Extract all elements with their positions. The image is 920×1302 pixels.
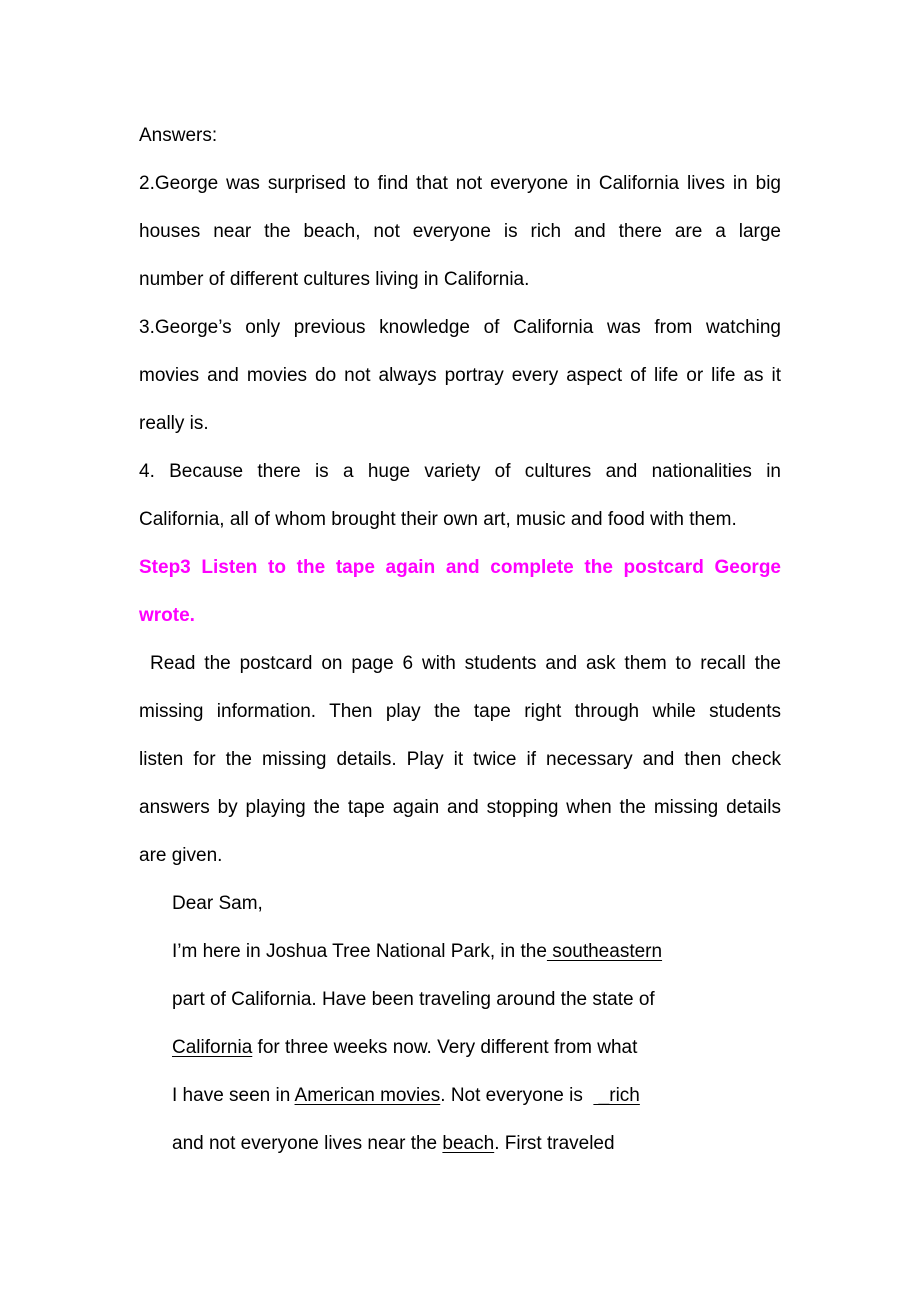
answer-blank-american-movies: American movies: [294, 1085, 441, 1106]
step3-heading-line-2: wrote.: [139, 605, 195, 626]
answer-2-line-1: 2.George was surprised to find that not everyone in California lives in big: [139, 173, 781, 194]
postcard-text: part of California. Have been traveling around the state of: [172, 989, 655, 1010]
postcard-text: . Not everyone is: [440, 1085, 594, 1106]
instructions-line-5: are given.: [139, 845, 223, 866]
postcard-line-4: [139, 1072, 781, 1120]
instructions-line-2: missing information. Then play the tape right through while students: [139, 701, 781, 722]
answer-blank-southeastern: southeastern: [546, 941, 663, 962]
instructions-line-3: listen for the missing details. Play it twice if necessary and then check: [139, 749, 781, 770]
postcard-line-1: [139, 928, 781, 976]
answers-title: Answers:: [139, 125, 218, 146]
postcard-text: for three weeks now. Very different from what: [252, 1037, 638, 1058]
answer-4-line-2: California, all of whom brought their own art, music and food with them.: [139, 509, 737, 530]
postcard-greeting: Dear Sam,: [172, 893, 263, 914]
postcard-text: I’m here in Joshua Tree National Park, in the: [172, 941, 547, 962]
postcard-line-3: [139, 1024, 781, 1072]
step3-heading-line-1: Step3 Listen to the tape again and complete the postcard George: [139, 557, 781, 578]
document-page: [139, 112, 781, 1168]
instructions-line-4: answers by playing the tape again and stopping when the missing details: [139, 797, 781, 818]
postcard-line-5: [139, 1120, 781, 1168]
answer-3-line-2: movies and movies do not always portray every aspect of life or life as it: [139, 365, 781, 386]
postcard-text: . First traveled: [494, 1133, 615, 1154]
answer-2-line-3: number of different cultures living in California.: [139, 269, 530, 290]
answer-3-line-3: really is.: [139, 413, 209, 434]
answer-2-line-2: houses near the beach, not everyone is rich and there are a large: [139, 221, 781, 242]
answer-blank-rich: _rich: [593, 1085, 640, 1106]
postcard-text: and not everyone lives near the: [172, 1133, 443, 1154]
answer-4-line-1: 4. Because there is a huge variety of cultures and nationalities in: [139, 461, 781, 482]
postcard-line-2: [139, 976, 781, 1024]
instructions-line-1: Read the postcard on page 6 with students and ask them to recall the: [150, 653, 781, 674]
postcard-text: I have seen in: [172, 1085, 295, 1106]
answer-blank-beach: beach: [442, 1133, 495, 1154]
answer-blank-california: California: [172, 1037, 253, 1058]
answer-3-line-1: 3.George’s only previous knowledge of California was from watching: [139, 317, 781, 338]
